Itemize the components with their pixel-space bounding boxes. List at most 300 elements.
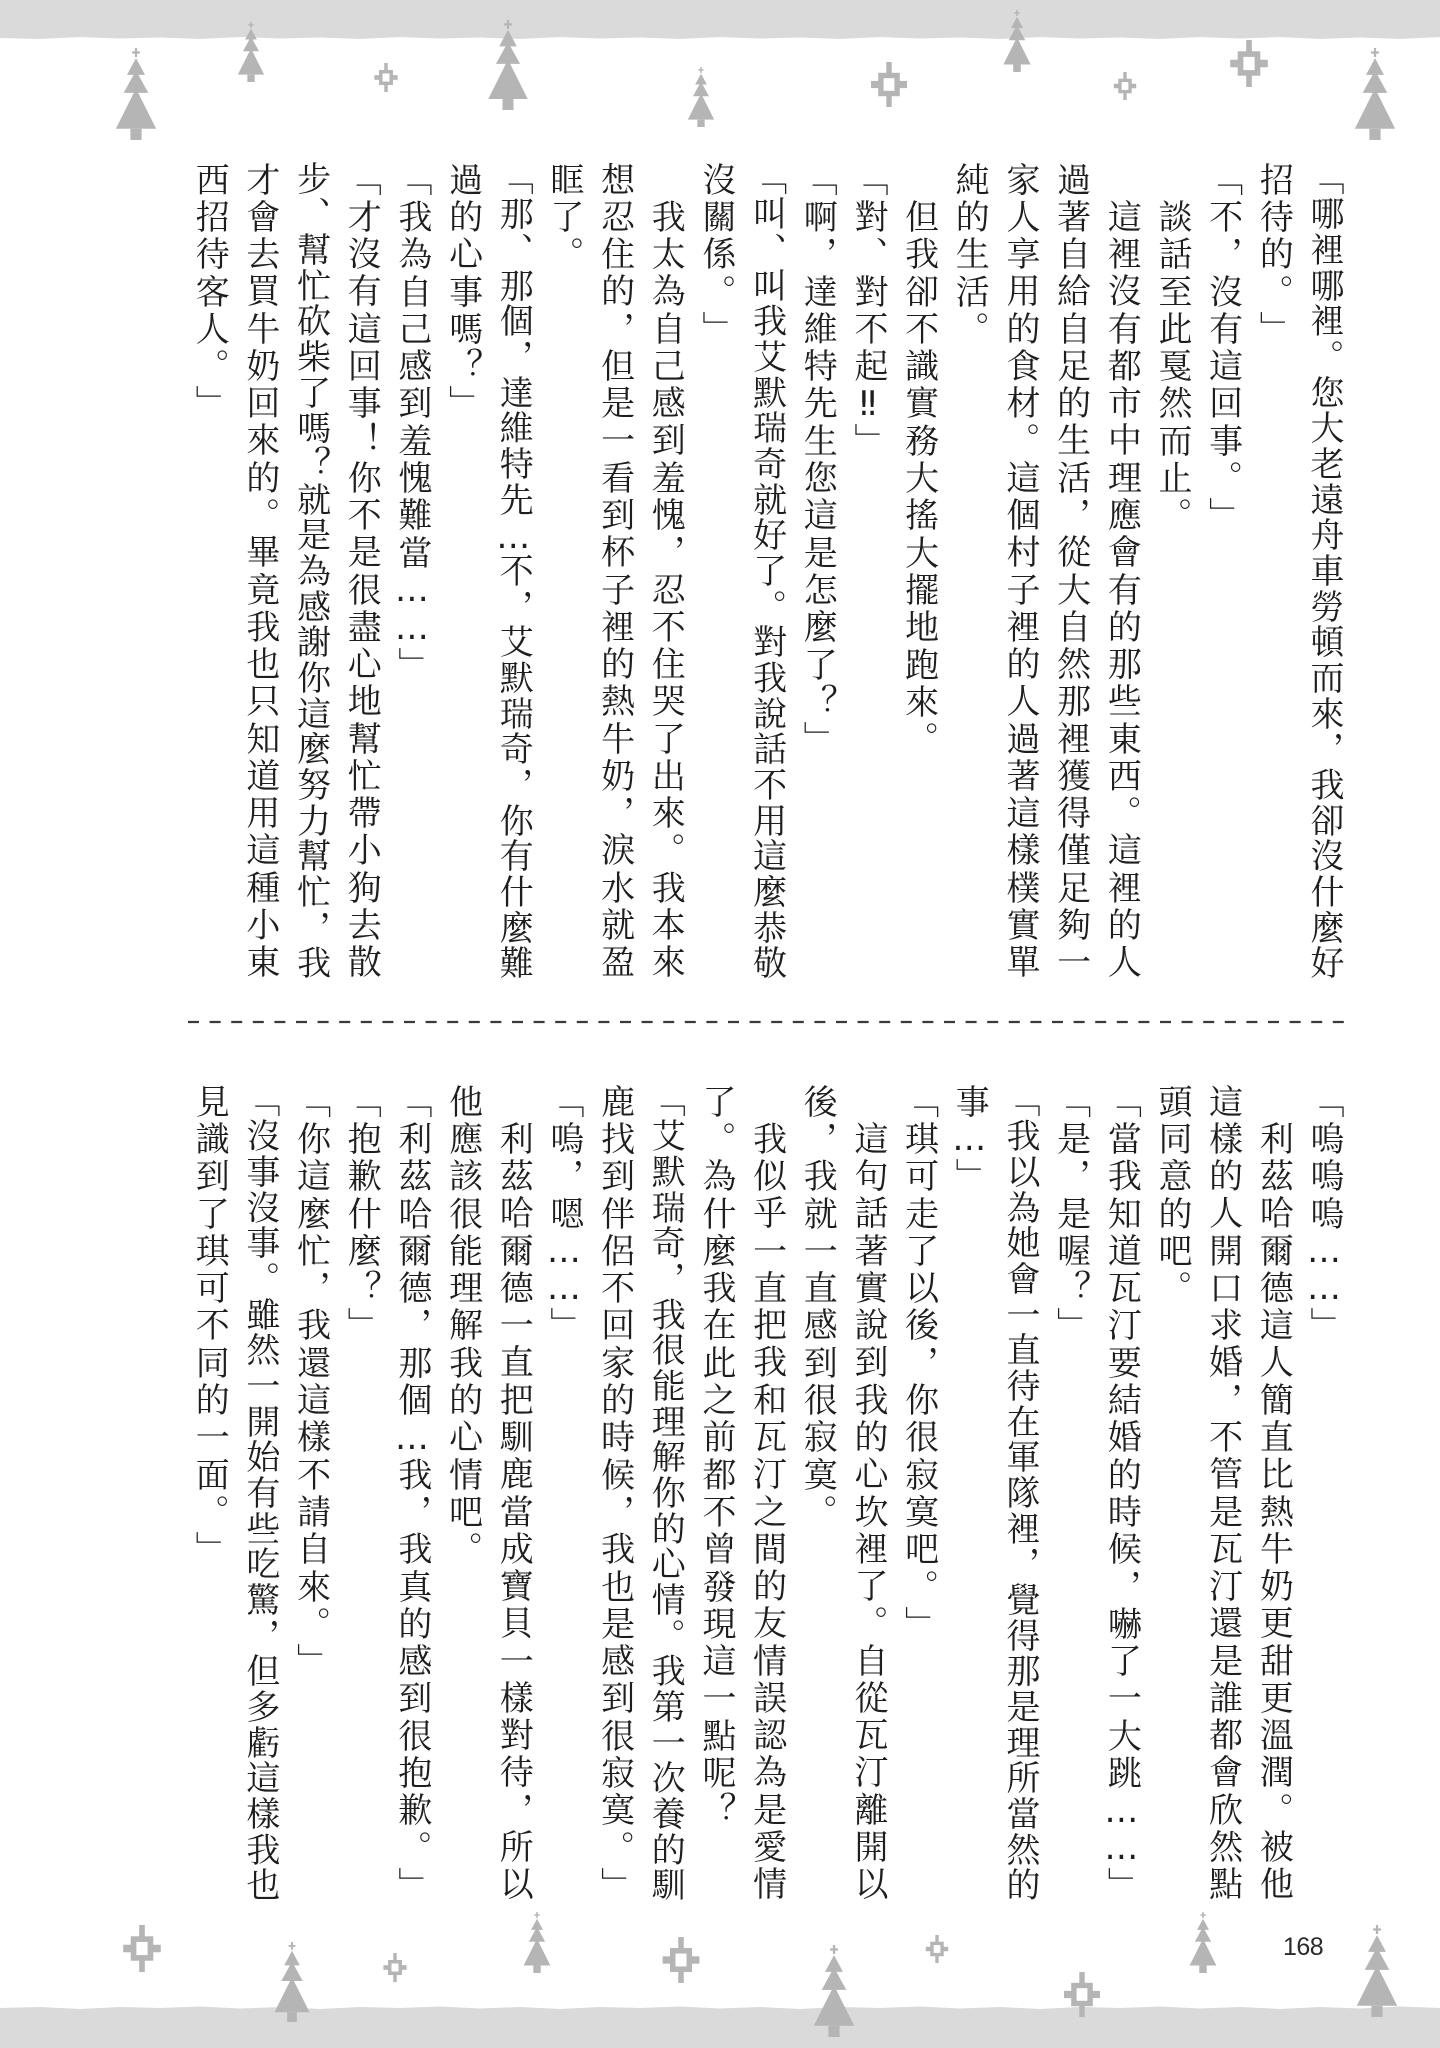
character-cell: 她	[999, 1225, 1040, 1260]
character-cell: 以	[493, 1866, 534, 1901]
character-cell: ，	[594, 310, 635, 345]
character-cell: 是	[746, 1791, 787, 1826]
character-cell: 心	[341, 646, 382, 681]
character-cell: 起	[847, 348, 888, 383]
character-cell: 招	[189, 198, 230, 233]
character-cell: 了	[797, 646, 838, 681]
character-cell: 步	[290, 160, 331, 195]
character-cell: 自	[1050, 310, 1091, 345]
text-column	[589, 1082, 640, 1903]
top-border-band	[0, 0, 1440, 39]
character-cell: 直	[1253, 1419, 1294, 1454]
character-cell: 得	[1050, 795, 1091, 830]
character-cell: 。	[1253, 273, 1294, 308]
character-cell: 嗚	[1304, 1158, 1344, 1193]
character-cell: 有	[341, 273, 382, 308]
character-cell: …	[391, 1417, 432, 1458]
character-cell: 事	[239, 1154, 280, 1189]
character-cell: 感	[594, 1643, 635, 1678]
text-column	[336, 1082, 387, 1343]
character-cell: 招	[1253, 161, 1294, 196]
character-cell: 到	[847, 1344, 888, 1379]
character-cell: 麼	[695, 1232, 736, 1267]
character-cell: 個	[391, 1382, 432, 1417]
character-cell: 以	[847, 1866, 888, 1901]
character-cell: 走	[898, 1195, 939, 1230]
character-cell: 該	[442, 1158, 483, 1193]
character-cell: 寞	[797, 1456, 838, 1491]
character-cell: 樣	[290, 1419, 331, 1454]
character-cell: 回	[239, 385, 280, 420]
character-cell: 識	[898, 348, 939, 383]
text-column	[944, 160, 995, 346]
character-cell: 。	[1304, 339, 1344, 374]
character-cell: 。	[898, 1568, 939, 1603]
character-cell: ，	[1050, 497, 1091, 532]
character-cell: 東	[1101, 720, 1142, 755]
character-cell: 。	[1151, 1270, 1192, 1305]
character-cell: 知	[1101, 1195, 1142, 1230]
character-cell: 直	[746, 1269, 787, 1304]
character-cell: 爾	[493, 1232, 534, 1267]
character-cell: 很	[442, 1195, 483, 1230]
character-cell: 叫	[746, 267, 787, 302]
character-cell: 不	[746, 766, 787, 801]
character-cell: 點	[695, 1717, 736, 1752]
character-cell: 吧	[1151, 1232, 1192, 1267]
character-cell: 愧	[645, 497, 686, 532]
character-cell: 一	[999, 1296, 1040, 1331]
character-cell: 此	[1151, 310, 1192, 345]
character-cell: 沒	[1101, 273, 1142, 308]
character-cell: 不	[341, 497, 382, 532]
character-cell: 吃	[239, 1546, 280, 1581]
character-cell: 這	[239, 832, 280, 867]
character-cell: 自	[391, 273, 432, 308]
text-column	[1146, 160, 1197, 533]
character-cell: 生	[1050, 422, 1091, 457]
character-cell: 搖	[898, 497, 939, 532]
character-cell: 哈	[391, 1195, 432, 1230]
character-cell: 婚	[1202, 1344, 1243, 1379]
character-cell: 盡	[341, 608, 382, 643]
character-cell: 理	[1101, 459, 1142, 494]
character-cell: 幫	[290, 232, 331, 267]
character-cell: 會	[239, 198, 280, 233]
character-cell: 帶	[341, 795, 382, 830]
character-cell: 勞	[1304, 588, 1344, 623]
character-cell: 他	[1253, 1866, 1294, 1901]
character-cell: 畢	[239, 534, 280, 569]
pine-tree-icon	[274, 1942, 309, 2022]
character-cell: 瓦	[847, 1717, 888, 1752]
character-cell: 特	[493, 446, 534, 481]
character-cell: 艾	[746, 339, 787, 374]
character-cell: 人	[1101, 944, 1142, 979]
character-cell: 的	[999, 646, 1040, 681]
character-cell: 直	[999, 1332, 1040, 1367]
character-cell: 」	[341, 1307, 382, 1342]
character-cell: 我	[594, 1531, 635, 1566]
character-cell: 嗎	[442, 310, 483, 345]
character-cell: 不	[695, 1493, 736, 1528]
character-cell: 己	[391, 310, 432, 345]
character-cell: ，	[1101, 1568, 1142, 1603]
character-cell: 那	[1101, 646, 1142, 681]
character-cell: 現	[695, 1605, 736, 1640]
text-column	[1298, 1082, 1349, 1343]
character-cell: 鹿	[594, 1083, 635, 1118]
pine-tree-icon	[814, 1945, 854, 2037]
character-cell: 嚇	[1101, 1605, 1142, 1640]
character-cell: 應	[1101, 497, 1142, 532]
character-cell: 心	[847, 1456, 888, 1491]
character-cell: 吧	[442, 1493, 483, 1528]
character-cell: 這	[290, 1158, 331, 1193]
text-column	[184, 1082, 235, 1567]
character-cell: 去	[341, 906, 382, 941]
character-cell: 利	[1253, 1120, 1294, 1155]
character-cell: 話	[1151, 236, 1192, 271]
character-cell: 不	[1202, 1419, 1243, 1454]
character-cell: 裡	[999, 608, 1040, 643]
character-cell: 歉	[341, 1158, 382, 1193]
character-cell: 麼	[290, 1195, 331, 1230]
character-cell: 到	[189, 1158, 230, 1193]
character-cell: 甜	[1253, 1642, 1294, 1677]
character-cell: 樣	[1202, 1120, 1243, 1155]
character-cell: 後	[898, 1307, 939, 1342]
character-cell	[1248, 1082, 1299, 1119]
character-cell: 待	[1253, 198, 1294, 233]
text-column	[488, 1082, 539, 1902]
character-cell: 你	[493, 802, 534, 837]
character-cell: 更	[1253, 1679, 1294, 1714]
upper-text-section	[183, 160, 1349, 982]
character-cell: 愛	[746, 1828, 787, 1863]
character-cell: 直	[493, 1344, 534, 1379]
snowflake-cross-icon	[1064, 1972, 1100, 2017]
character-cell: 食	[999, 347, 1040, 382]
character-cell: 了	[189, 1195, 230, 1230]
character-cell: 當	[493, 1493, 534, 1528]
character-cell: 子	[594, 571, 635, 606]
character-cell: …	[543, 1268, 584, 1309]
character-cell: 成	[493, 1530, 534, 1565]
character-cell: 用	[999, 273, 1040, 308]
character-cell: 的	[645, 1831, 686, 1866]
snowflake-cross-icon	[1114, 72, 1136, 100]
character-cell: 想	[594, 161, 635, 196]
character-cell: 哪	[1304, 196, 1344, 231]
character-cell: 然	[1050, 646, 1091, 681]
character-cell: 抱	[341, 1120, 382, 1155]
text-column	[690, 160, 741, 346]
character-cell: 了	[290, 374, 331, 409]
character-cell: 而	[1304, 660, 1344, 695]
character-cell: 」	[949, 1158, 990, 1193]
character-cell: 哭	[645, 683, 686, 718]
character-cell: 伴	[594, 1195, 635, 1230]
character-cell: 獲	[1050, 757, 1091, 792]
character-cell: 這	[1202, 1083, 1243, 1118]
character-cell: 」	[797, 721, 838, 756]
character-cell: 我	[391, 1456, 432, 1491]
character-cell: 忙	[290, 873, 331, 908]
character-cell: 理	[442, 1270, 483, 1305]
character-cell: 忍	[594, 198, 635, 233]
character-cell: 很	[391, 1717, 432, 1752]
character-cell: 這	[746, 838, 787, 873]
character-cell: 麼	[493, 909, 534, 944]
character-cell: 為	[290, 553, 331, 588]
character-cell: 不	[290, 1456, 331, 1491]
character-cell: 奶	[239, 347, 280, 382]
character-cell: 都	[1101, 347, 1142, 382]
character-cell: 說	[847, 1307, 888, 1342]
character-cell: ，	[1202, 1381, 1243, 1416]
character-cell: 隊	[999, 1475, 1040, 1510]
character-cell: 艾	[645, 1118, 686, 1153]
character-cell: 我	[239, 1831, 280, 1866]
character-cell: 你	[898, 1382, 939, 1417]
character-cell: 就	[290, 481, 331, 516]
character-cell: 市	[1101, 385, 1142, 420]
character-cell: 就	[797, 1195, 838, 1230]
character-cell: ？	[695, 1792, 736, 1827]
character-cell: 太	[645, 236, 686, 271]
character-cell: 「	[847, 161, 888, 196]
character-cell: 看	[594, 459, 635, 494]
character-cell: 的	[1202, 1158, 1243, 1193]
character-cell: 愧	[391, 460, 432, 495]
character-cell: 我	[391, 198, 432, 233]
character-cell: 什	[695, 1195, 736, 1230]
character-cell: 不	[645, 608, 686, 643]
snowflake-cross-icon	[926, 1935, 948, 1963]
character-cell: 些	[239, 1510, 280, 1545]
character-cell: 、	[746, 232, 787, 267]
character-cell: 這	[1101, 198, 1142, 233]
character-cell: 識	[189, 1120, 230, 1155]
character-cell: 曾	[695, 1531, 736, 1566]
character-cell: 給	[1050, 273, 1091, 308]
character-cell: 為	[391, 236, 432, 271]
character-cell: 有	[1101, 310, 1142, 345]
character-cell: 心	[442, 236, 483, 271]
character-cell: 。	[290, 1605, 331, 1640]
character-cell: ，	[1304, 731, 1344, 766]
character-cell: 自	[847, 1642, 888, 1677]
character-cell: 羞	[645, 459, 686, 494]
character-cell: 這	[999, 795, 1040, 830]
character-cell: 難	[391, 497, 432, 532]
character-cell: 的	[999, 310, 1040, 345]
character-cell: 爾	[391, 1232, 432, 1267]
character-cell: 本	[645, 906, 686, 941]
character-cell: 我	[239, 608, 280, 643]
character-cell: 瓦	[1101, 1270, 1142, 1305]
character-cell: 汀	[847, 1754, 888, 1789]
character-cell: 啊	[797, 198, 838, 233]
character-cell: 解	[645, 1439, 686, 1474]
character-cell: 的	[594, 273, 635, 308]
character-cell: 然	[999, 1831, 1040, 1866]
character-cell: 實	[999, 906, 1040, 941]
character-cell: 個	[999, 497, 1040, 532]
character-cell: 熱	[1253, 1493, 1294, 1528]
character-cell: 怎	[797, 571, 838, 606]
character-cell: 「	[797, 161, 838, 196]
character-cell: 「	[391, 1083, 432, 1118]
pine-tree-icon	[1003, 10, 1030, 72]
character-cell: ，	[898, 1344, 939, 1379]
character-cell: 到	[645, 422, 686, 457]
character-cell	[640, 160, 691, 197]
character-cell: 你	[290, 1120, 331, 1155]
character-cell: 會	[1202, 1754, 1243, 1789]
character-cell: 。	[695, 1120, 736, 1155]
character-cell: 、	[290, 196, 331, 231]
character-cell: 沒	[239, 1189, 280, 1224]
character-cell: 「	[645, 1082, 686, 1117]
character-cell: 事	[949, 1083, 990, 1118]
character-cell: 過	[1050, 161, 1091, 196]
character-cell: …	[1101, 1827, 1142, 1868]
character-cell: 會	[999, 1261, 1040, 1296]
character-cell: 得	[999, 1617, 1040, 1652]
character-cell: 裡	[999, 1510, 1040, 1545]
character-cell: 欣	[1202, 1791, 1243, 1826]
character-cell: 小	[239, 906, 280, 941]
character-cell: 羞	[391, 422, 432, 457]
character-cell: 道	[239, 757, 280, 792]
character-cell: 歉	[391, 1792, 432, 1827]
character-cell: 哈	[493, 1195, 534, 1230]
character-cell: 沒	[239, 1118, 280, 1153]
character-cell: 好	[746, 517, 787, 552]
character-cell: 生	[797, 422, 838, 457]
character-cell: 可	[898, 1158, 939, 1193]
character-cell: 很	[594, 1717, 635, 1752]
character-cell: 把	[493, 1381, 534, 1416]
character-cell: 寂	[898, 1456, 939, 1491]
character-cell: 忙	[341, 757, 382, 792]
text-column	[842, 160, 893, 458]
character-cell: 大	[898, 534, 939, 569]
pine-tree-icon	[1190, 1912, 1217, 1973]
pine-tree-icon	[688, 67, 714, 127]
character-cell: 解	[442, 1307, 483, 1342]
character-cell: 一	[797, 1232, 838, 1267]
character-cell: ？	[290, 446, 331, 481]
character-cell: ，	[645, 1261, 686, 1296]
character-cell: 是	[290, 517, 331, 552]
character-cell: 然	[1151, 385, 1192, 420]
character-cell: 我	[290, 945, 331, 980]
character-cell: 就	[746, 481, 787, 516]
character-cell: 事	[341, 385, 382, 420]
character-cell: 感	[391, 348, 432, 383]
character-cell: 擺	[898, 571, 939, 606]
character-cell: 寂	[797, 1419, 838, 1454]
character-cell: 夠	[1050, 906, 1091, 941]
character-cell: ，	[493, 766, 534, 801]
character-cell: 特	[797, 348, 838, 383]
character-cell: 遠	[1304, 481, 1344, 516]
character-cell: 卻	[898, 273, 939, 308]
character-cell: 的	[239, 459, 280, 494]
character-cell: 待	[999, 1368, 1040, 1403]
character-cell: 到	[391, 385, 432, 420]
character-cell: 一	[189, 1419, 230, 1454]
character-cell: 也	[239, 1867, 280, 1902]
character-cell: 能	[442, 1232, 483, 1267]
character-cell: 的	[645, 1510, 686, 1545]
character-cell: 的	[1101, 1456, 1142, 1491]
character-cell: 我	[847, 1381, 888, 1416]
character-cell: 竟	[239, 571, 280, 606]
character-cell: 「	[999, 1082, 1040, 1117]
text-column	[1197, 160, 1248, 533]
character-cell: 回	[594, 1307, 635, 1342]
character-cell: 裡	[1050, 720, 1091, 755]
character-cell: 了	[746, 553, 787, 588]
character-cell: 我	[746, 1344, 787, 1379]
bottom-border-band	[0, 2007, 1440, 2048]
character-cell: 那	[999, 1653, 1040, 1688]
character-cell: 這	[695, 1643, 736, 1678]
character-cell: 的	[1050, 385, 1091, 420]
character-cell: 來	[645, 795, 686, 830]
text-column	[792, 1082, 843, 1530]
character-cell	[741, 1082, 792, 1119]
character-cell: 。	[1253, 1791, 1294, 1826]
character-cell: 我	[695, 1270, 736, 1305]
character-cell: 嗯	[543, 1195, 584, 1230]
character-cell: 的	[1101, 906, 1142, 941]
character-cell: …	[949, 1119, 990, 1160]
text-column	[994, 1082, 1045, 1902]
character-cell: 「	[1101, 1083, 1142, 1118]
character-cell: 當	[999, 1795, 1040, 1830]
character-cell: 活	[1050, 459, 1091, 494]
text-column	[842, 1082, 893, 1902]
character-cell: ，	[797, 236, 838, 271]
character-cell: 瑞	[493, 695, 534, 730]
character-cell: 有	[239, 1475, 280, 1510]
character-cell: 之	[695, 1382, 736, 1417]
character-cell: 來	[239, 422, 280, 457]
character-cell: 了	[695, 1083, 736, 1118]
character-cell: 」	[391, 1866, 432, 1901]
character-cell: 一	[695, 1680, 736, 1715]
character-cell: 維	[797, 310, 838, 345]
character-cell: 大	[898, 460, 939, 495]
character-cell: 我	[391, 1531, 432, 1566]
character-cell: 」	[391, 646, 432, 681]
character-cell: 是	[594, 385, 635, 420]
character-cell: 的	[442, 198, 483, 233]
text-column	[1096, 1082, 1147, 1903]
character-cell: ，	[391, 1493, 432, 1528]
text-column	[538, 160, 589, 272]
character-cell: 過	[442, 161, 483, 196]
character-cell: 情	[645, 1582, 686, 1617]
character-cell: 著	[1050, 198, 1091, 233]
text-column	[1298, 160, 1349, 980]
character-cell: 德	[493, 1269, 534, 1304]
